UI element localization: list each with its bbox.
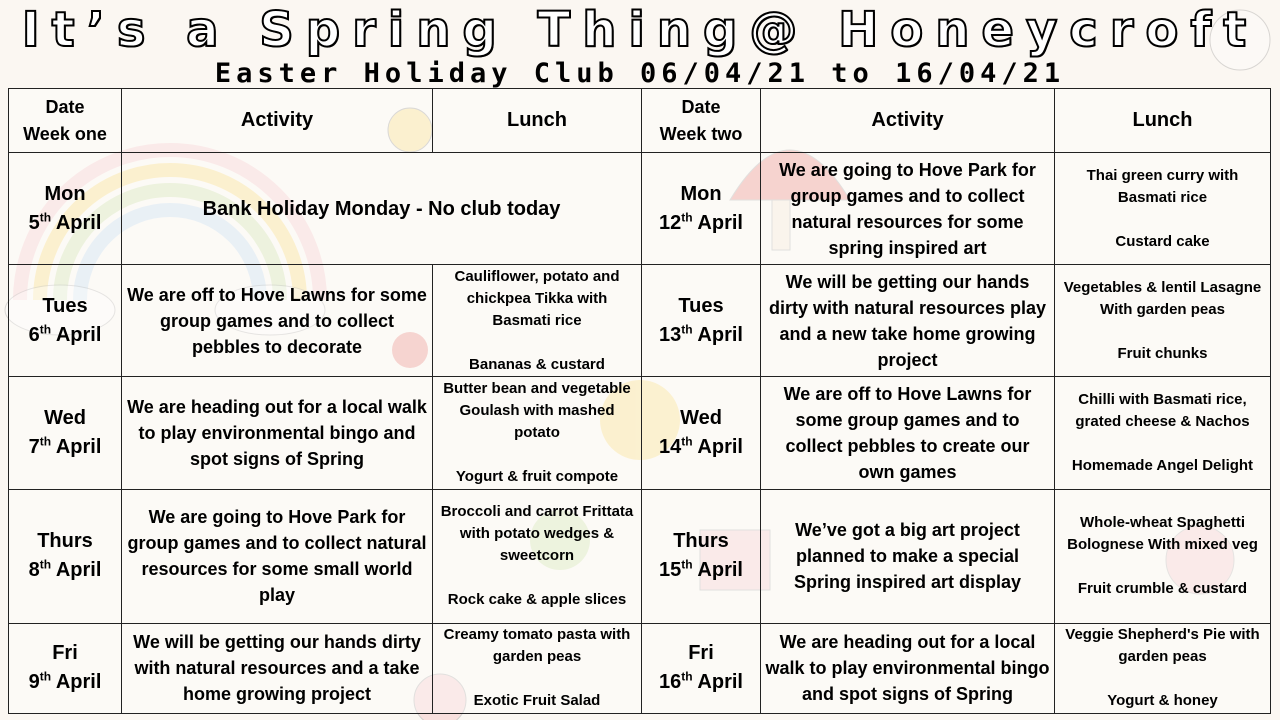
date-cell: Wed 14th April xyxy=(642,377,761,489)
activity-cell: We are off to Hove Lawns for some group games and to collect pebbles to create our own games xyxy=(761,377,1055,489)
date-cell: Mon 12th April xyxy=(642,153,761,265)
activity-cell: We’ve got a big art project planned to make a special Spring inspired art display xyxy=(761,489,1055,623)
lunch-week-one-header: Lunch xyxy=(433,89,642,153)
lunch-cell: Chilli with Basmati rice, grated cheese & Nachos Homemade Angel Delight xyxy=(1055,377,1271,489)
activity-cell: We are off to Hove Lawns for some group games and to collect pebbles to decorate xyxy=(122,265,433,377)
header-row xyxy=(9,89,1271,153)
page-subtitle: Easter Holiday Club 06/04/21 to 16/04/21 xyxy=(214,58,1066,89)
activity-cell: We are heading out for a local walk to play environmental bingo and spot signs of Spring xyxy=(122,377,433,489)
lunch-cell: Veggie Shepherd's Pie with garden peas Yogurt & honey xyxy=(1055,623,1271,713)
lunch-cell: Butter bean and vegetable Goulash with mashed potato Yogurt & fruit compote xyxy=(433,377,642,489)
activity-cell: We are going to Hove Park for group games and to collect natural resources for some spring inspired art xyxy=(761,153,1055,265)
bank-holiday-notice: Bank Holiday Monday - No club today xyxy=(122,153,642,265)
lunch-cell: Broccoli and carrot Frittata with potato wedges & sweetcorn Rock cake & apple slices xyxy=(433,489,642,623)
lunch-week-two-header: Lunch xyxy=(1055,89,1271,153)
activity-cell: We are going to Hove Park for group games and to collect natural resources for some small world play xyxy=(122,489,433,623)
date-cell: Tues 6th April xyxy=(9,265,122,377)
date-cell: Thurs 8th April xyxy=(9,489,122,623)
activity-week-one-header: Activity xyxy=(122,89,433,153)
date-cell: Thurs 15th April xyxy=(642,489,761,623)
date-cell: Fri 16th April xyxy=(642,623,761,713)
date-cell: Tues 13th April xyxy=(642,265,761,377)
activity-cell: We will be getting our hands dirty with natural resources and a take home growing project xyxy=(122,623,433,713)
lunch-cell: Creamy tomato pasta with garden peas Exotic Fruit Salad xyxy=(433,623,642,713)
lunch-cell: Whole-wheat Spaghetti Bolognese With mixed veg Fruit crumble & custard xyxy=(1055,489,1271,623)
table-row xyxy=(9,623,1271,713)
table-row xyxy=(9,377,1271,489)
lunch-cell: Thai green curry with Basmati rice Custard cake xyxy=(1055,153,1271,265)
holiday-club-schedule-table xyxy=(8,88,1271,714)
activity-cell: We will be getting our hands dirty with natural resources play and a new take home growing project xyxy=(761,265,1055,377)
date-week-one-header: Date Week one xyxy=(9,89,122,153)
activity-cell: We are heading out for a local walk to play environmental bingo and spot signs of Spring xyxy=(761,623,1055,713)
date-week-two-header: Date Week two xyxy=(642,89,761,153)
table-row xyxy=(9,265,1271,377)
lunch-cell: Vegetables & lentil Lasagne With garden peas Fruit chunks xyxy=(1055,265,1271,377)
table-row xyxy=(9,489,1271,623)
lunch-cell: Cauliflower, potato and chickpea Tikka with Basmati rice Bananas & custard xyxy=(433,265,642,377)
table-row xyxy=(9,153,1271,265)
page-title: It’s a Spring Thing@ Honeycroft xyxy=(21,2,1259,58)
date-cell: Mon 5th April xyxy=(9,153,122,265)
activity-week-two-header: Activity xyxy=(761,89,1055,153)
date-cell: Fri 9th April xyxy=(9,623,122,713)
date-cell: Wed 7th April xyxy=(9,377,122,489)
